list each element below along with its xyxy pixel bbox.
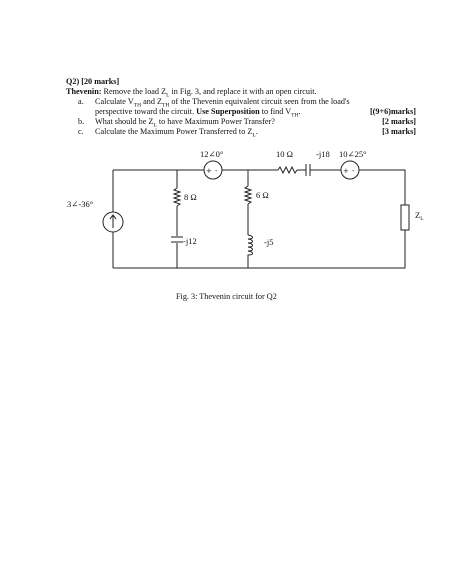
item-a-line2-period: . xyxy=(298,107,301,116)
svg-text:+: + xyxy=(343,167,349,175)
label-source-12: 12∠0° xyxy=(200,149,224,159)
item-a-mid: and Z xyxy=(141,97,162,106)
resistor-8ohm-icon xyxy=(174,188,180,206)
label-load-main: Z xyxy=(415,210,421,220)
item-c-sub: L xyxy=(252,132,256,139)
intro-text: Remove the load Z xyxy=(101,87,167,96)
resistor-6ohm-icon xyxy=(245,186,251,204)
item-a-line2-bold: Use Superposition xyxy=(196,107,260,116)
item-b-sub: L xyxy=(153,122,157,129)
resistor-top-icon xyxy=(278,167,297,173)
item-a-line2-end: to find V xyxy=(259,107,292,116)
label-source-10: 10∠25° xyxy=(339,149,367,159)
wire-top-right xyxy=(359,170,405,205)
svg-text:-: - xyxy=(352,167,355,175)
label-load xyxy=(415,210,424,222)
item-c-text-end: . xyxy=(255,127,258,136)
item-b-text-end: to have Maximum Power Transfer? xyxy=(156,117,275,126)
current-source-icon xyxy=(103,212,123,232)
label-r-10: 10 Ω xyxy=(276,149,293,159)
label-load-sub: L xyxy=(420,216,424,222)
item-b-text-main: What should be Z xyxy=(95,117,154,126)
svg-text:-: - xyxy=(215,167,218,175)
intro-sub: L xyxy=(166,92,170,99)
item-c-text-main: Calculate the Maximum Power Transferred to Z xyxy=(95,127,253,136)
item-a-end: of the Thevenin equivalent circuit seen from the load's xyxy=(169,97,350,106)
item-a-marks: [(9+6)marks] xyxy=(369,107,416,116)
capacitor-left-icon xyxy=(171,237,183,242)
item-a-text: Calculate V xyxy=(95,97,134,106)
wire-bottom xyxy=(113,230,405,268)
label-r-6: 6 Ω xyxy=(256,190,269,200)
intro-label: Thevenin: xyxy=(66,87,102,96)
item-a-sub2: TH xyxy=(162,102,170,109)
label-cap-j18: -j18 xyxy=(316,149,330,159)
item-c-marks: [3 marks] xyxy=(382,127,416,136)
load-impedance-icon xyxy=(401,205,409,230)
voltage-source-left-icon xyxy=(204,161,222,179)
capacitor-top-icon xyxy=(297,164,319,176)
label-cap-j12: -j12 xyxy=(183,236,197,246)
item-c-letter: c. xyxy=(78,127,84,136)
item-a-line2-sub: TH xyxy=(291,112,299,119)
figure-caption: Fig. 3: Thevenin circuit for Q2 xyxy=(176,292,277,301)
item-b-letter: b. xyxy=(78,117,85,126)
svg-text:+: + xyxy=(206,167,212,175)
label-inductor-j5: -j5 xyxy=(264,237,274,247)
item-a-letter: a. xyxy=(78,97,84,106)
label-r-8: 8 Ω xyxy=(184,192,197,202)
question-heading: Q2) [20 marks] xyxy=(66,77,120,86)
item-b-marks: [2 marks] xyxy=(382,117,416,126)
intro-text-2: in Fig. 3, and replace it with an open circuit. xyxy=(169,87,317,96)
item-a-sub1: TH xyxy=(133,102,142,109)
voltage-source-right-icon xyxy=(341,161,359,179)
label-current-source: 3∠-36° xyxy=(67,199,94,209)
inductor-icon xyxy=(248,235,253,258)
item-a-line2-text: perspective toward the circuit. xyxy=(95,107,197,116)
